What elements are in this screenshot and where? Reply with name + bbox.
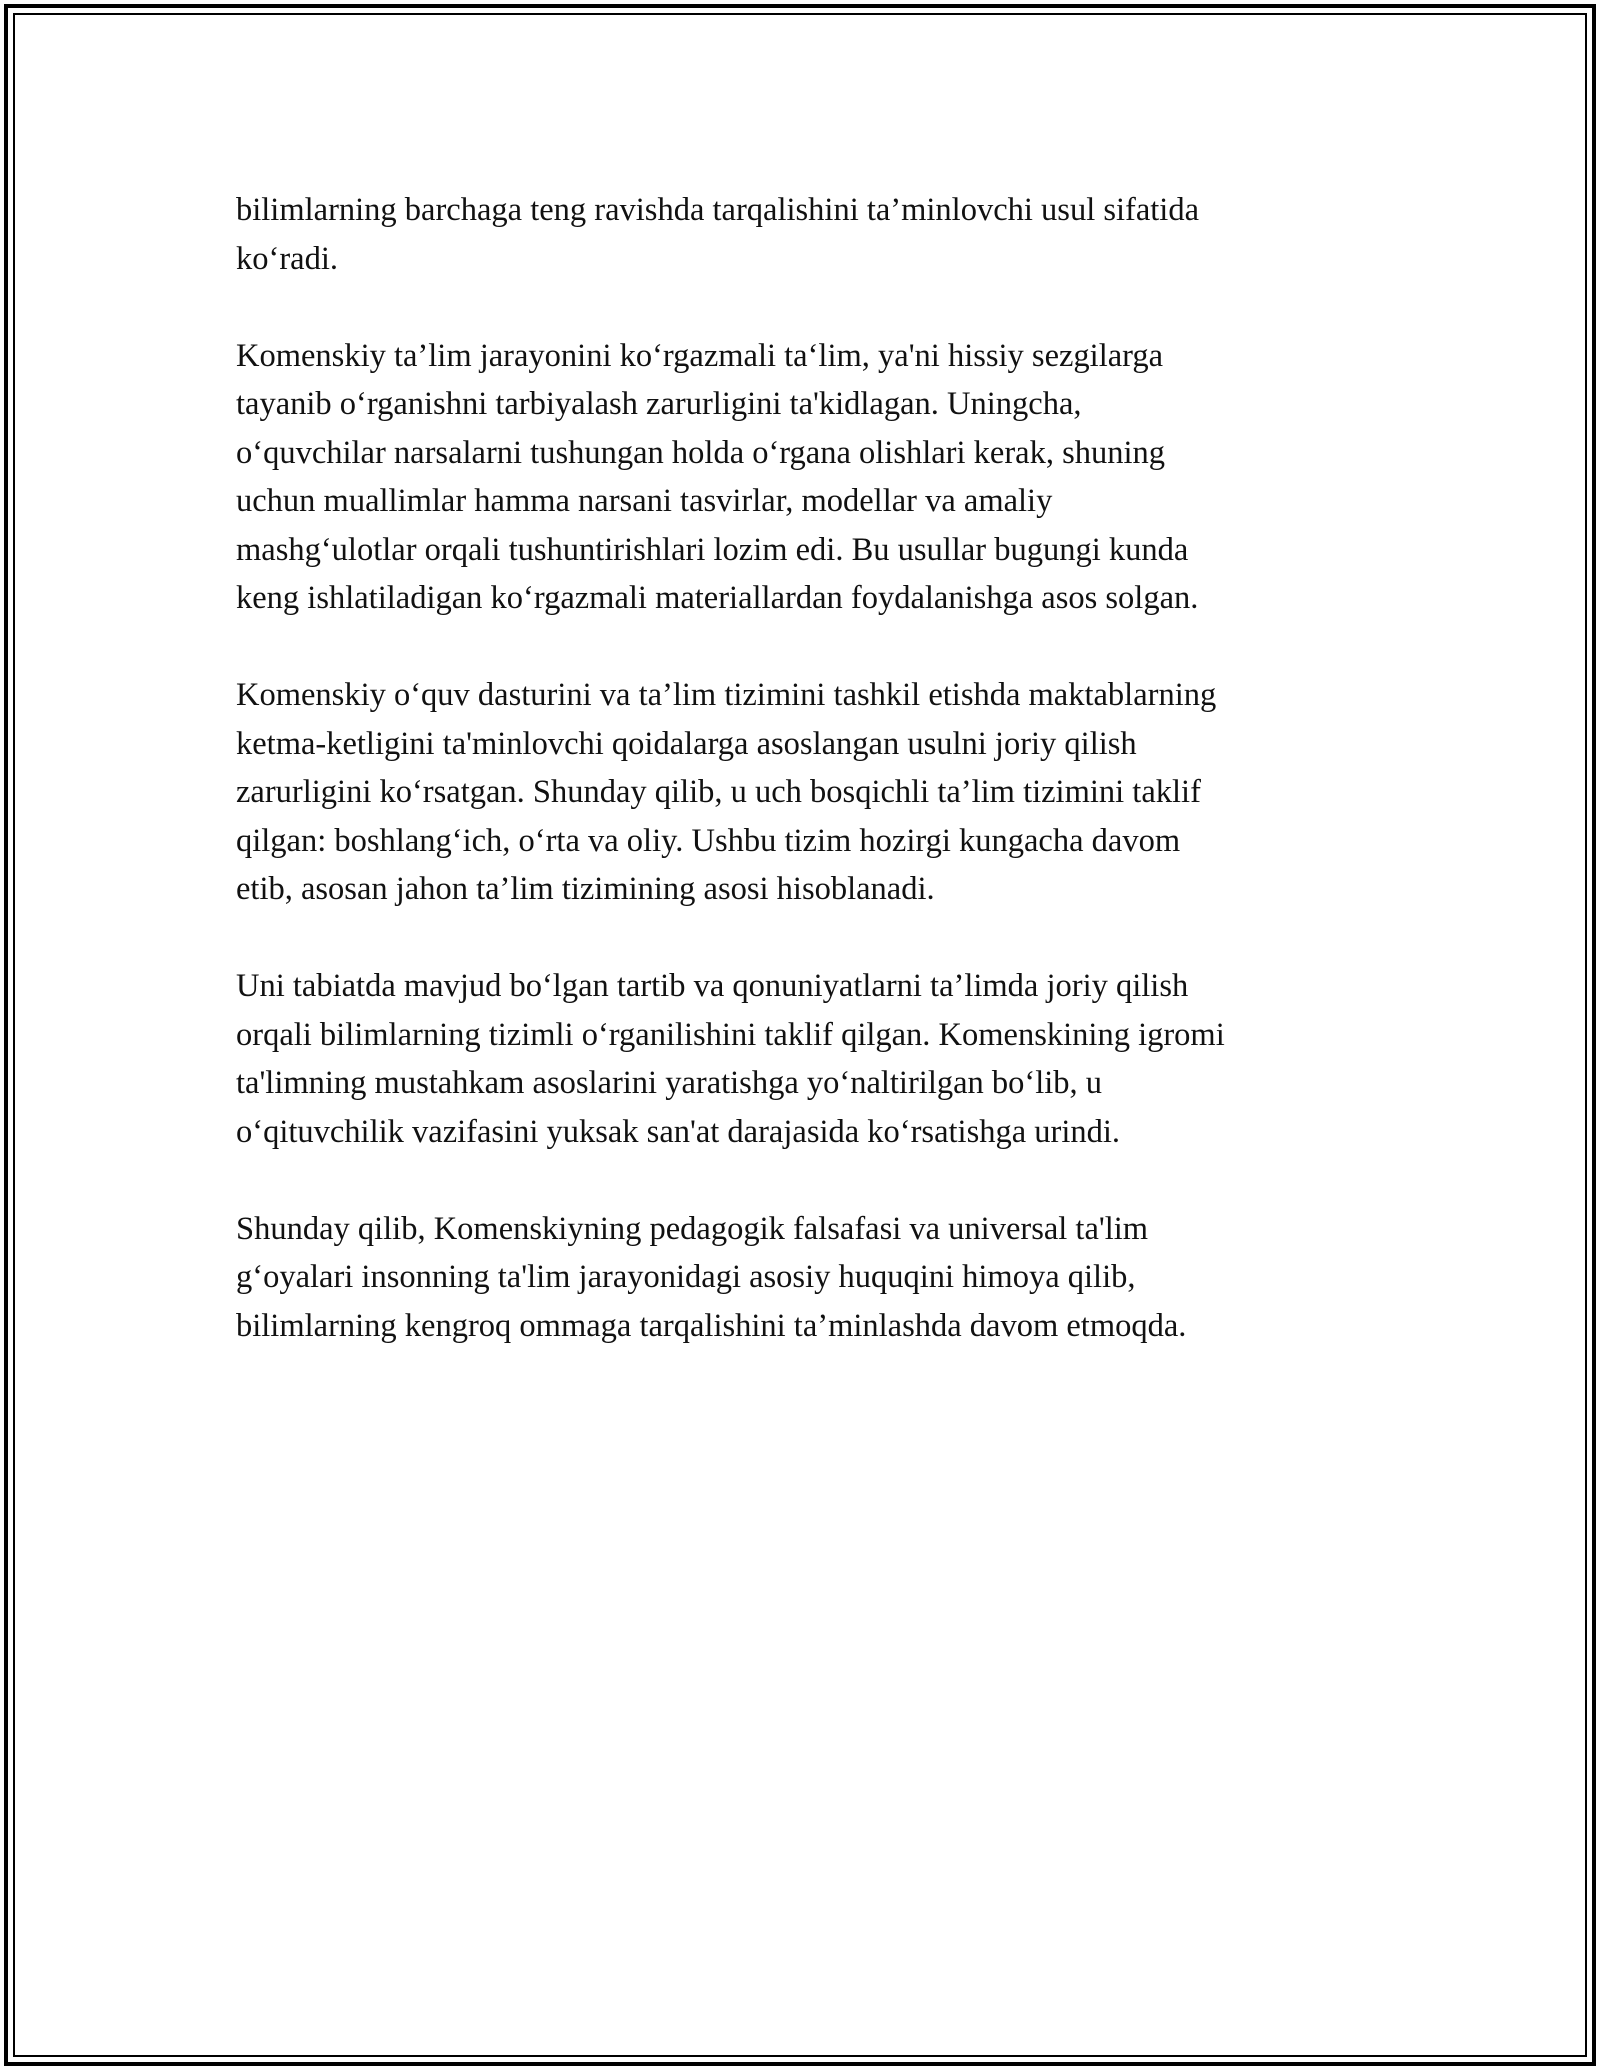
document-body [236, 186, 1356, 1399]
paragraph-1: bilimlarning barchaga teng ravishda tarqalishini ta’minlovchi usul sifatida ko‘radi. [236, 192, 1200, 277]
paragraph-2: Komenskiy ta’lim jarayonini ko‘rgazmali ta‘lim, ya'ni hissiy sezgilarga tayanib o‘rganishni tarbiyalash zarurligini ta'kidlagan. Uningcha, o‘quvchilar narsalarni tushungan holda o‘rgana olishlari kerak, shuning uchun muallimlar hamma narsani tasvirlar, modellar va amaliy mashg‘ulotlar orqali tushuntirishlari lozim edi. Bu usullar bugungi kunda keng ishlatiladigan ko‘rgazmali materiallardan foydalanishga asos solgan. [236, 337, 1199, 616]
paragraph-5: Shunday qilib, Komenskiyning pedagogik falsafasi va universal ta'lim g‘oyalari insonning ta'lim jarayonidagi asosiy huquqini himoya qilib, bilimlarning kengroq ommaga tarqalishini ta’minlashda davom etmoqda. [236, 1210, 1187, 1344]
paragraph-4: Uni tabiatda mavjud bo‘lgan tartib va qonuniyatlarni ta’limda joriy qilish orqali bilimlarning tizimli o‘rganilishini taklif qilgan. Komenskining igromi ta'limning mustahkam asoslarini yaratishga yo‘naltirilgan bo‘lib, u o‘qituvchilik vazifasini yuksak san'at darajasida ko‘rsatishga urindi. [236, 968, 1225, 1150]
paragraph-3: Komenskiy o‘quv dasturini va ta’lim tizimini tashkil etishda maktablarning ketma-ketligini ta'minlovchi qoidalarga asoslangan usulni joriy qilish zarurligini ko‘rsatgan. Shunday qilib, u uch bosqichli ta’lim tizimini taklif qilgan: boshlang‘ich, o‘rta va oliy. Ushbu tizim hozirgi kungacha davom etib, asosan jahon ta’lim tizimining asosi hisoblanadi. [236, 677, 1217, 907]
